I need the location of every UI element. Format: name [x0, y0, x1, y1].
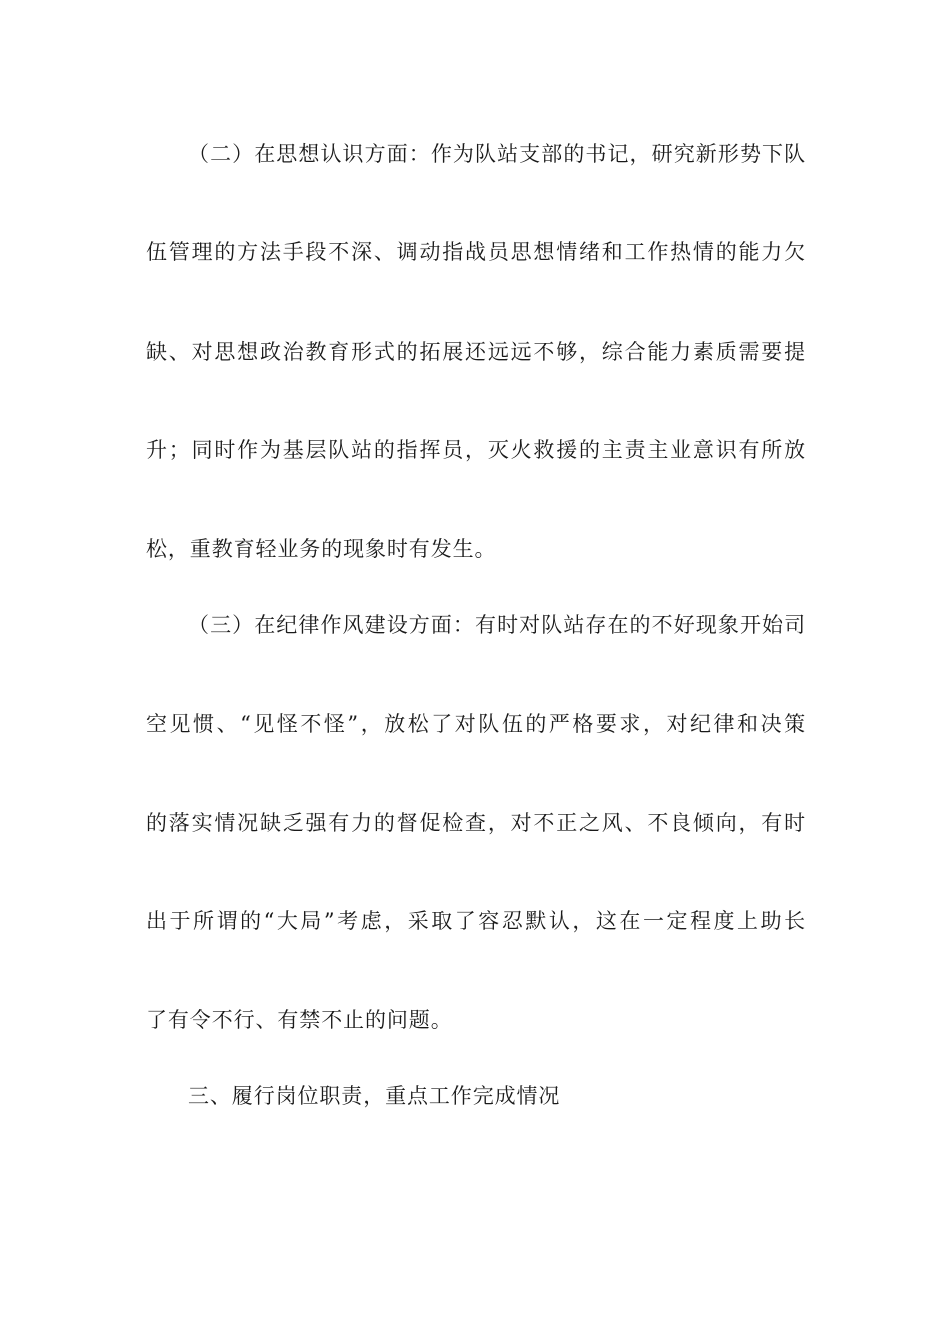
paragraph-2-line-3: 缺、对思想政治教育形式的拓展还远远不够，综合能力素质需要提: [146, 340, 806, 364]
paragraph-3-line-3: 的落实情况缺乏强有力的督促检查，对不正之风、不良倾向，有时: [146, 811, 806, 835]
paragraph-2-line-1: （二）在思想认识方面：作为队站支部的书记，研究新形势下队: [188, 142, 806, 166]
paragraph-2-line-5: 松，重教育轻业务的现象时有发生。: [146, 537, 497, 561]
paragraph-3-line-5: 了有令不行、有禁不止的问题。: [146, 1008, 453, 1032]
paragraph-2-line-2: 伍管理的方法手段不深、调动指战员思想情绪和工作热情的能力欠: [146, 240, 806, 264]
paragraph-2-line-4: 升；同时作为基层队站的指挥员，灭火救援的主责主业意识有所放: [146, 438, 806, 462]
paragraph-3-line-1: （三）在纪律作风建设方面：有时对队站存在的不好现象开始司: [188, 613, 806, 637]
paragraph-3-line-2: 空见惯、“见怪不怪”，放松了对队伍的严格要求，对纪律和决策: [146, 712, 806, 736]
section-heading: 三、履行岗位职责，重点工作完成情况: [188, 1084, 561, 1108]
paragraph-3-line-4: 出于所谓的“大局”考虑，采取了容忍默认，这在一定程度上助长: [146, 909, 806, 933]
